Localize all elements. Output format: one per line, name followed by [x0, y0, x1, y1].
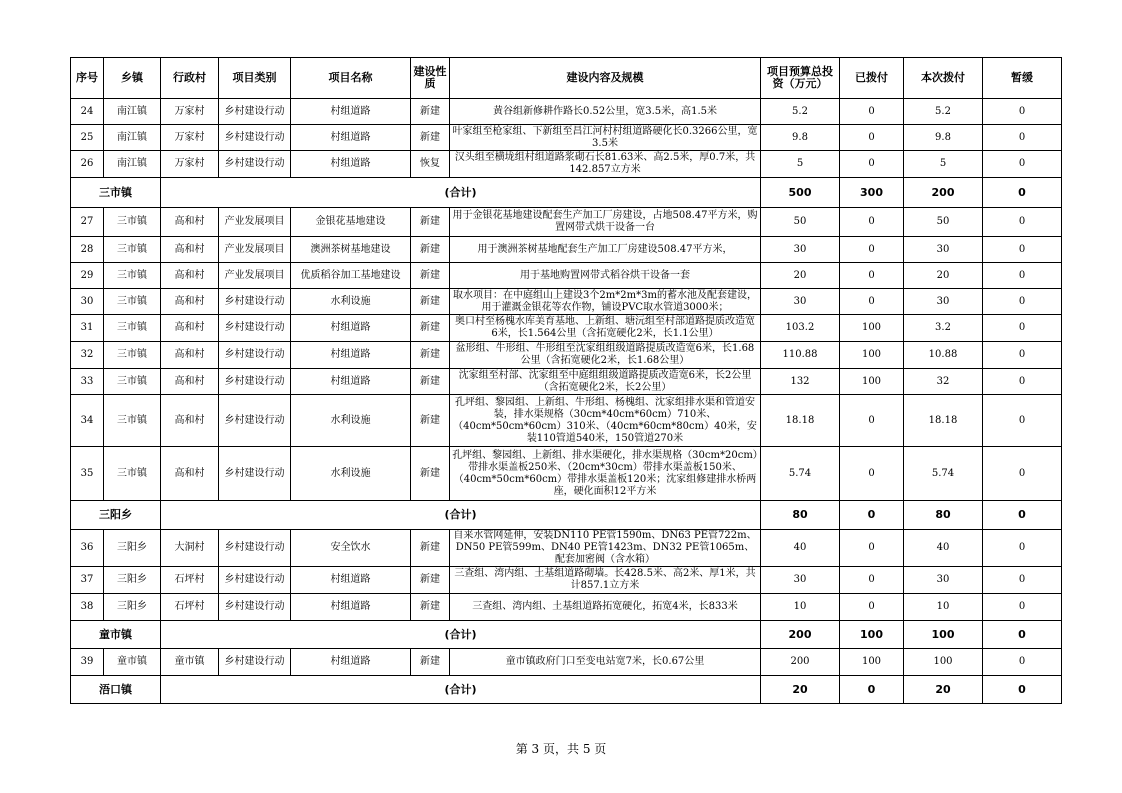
table-cell: 沈家组至村部、沈家组至中庭组组级道路提质改造宽6米，长2公里（含拓宽硬化2米，长2公里）: [450, 369, 761, 395]
table-cell: 南江镇: [104, 125, 161, 151]
subtotal-label: (合计): [161, 501, 761, 530]
table-body: [71, 99, 1062, 704]
header-row: [71, 58, 1062, 99]
table-cell: 0: [983, 594, 1062, 621]
table-row: [71, 125, 1062, 151]
table-cell: 新建: [411, 447, 450, 501]
table-cell: 0: [840, 208, 904, 237]
table-cell: 36: [71, 530, 104, 567]
table-cell: 三市镇: [104, 447, 161, 501]
table-cell: 31: [71, 315, 104, 342]
table-cell: 5.74: [904, 447, 983, 501]
subtotal-value: 20: [904, 676, 983, 704]
table-cell: 34: [71, 395, 104, 447]
subtotal-value: 100: [840, 621, 904, 649]
table-cell: 优质稻谷加工基地建设: [291, 263, 411, 289]
table-cell: 高和村: [161, 342, 219, 369]
table-cell: 村组道路: [291, 315, 411, 342]
table-cell: 新建: [411, 263, 450, 289]
header-cell: 项目名称: [291, 58, 411, 99]
table-row: [71, 342, 1062, 369]
table-cell: 0: [983, 99, 1062, 125]
table-cell: 乡村建设行动: [219, 99, 291, 125]
table-cell: 27: [71, 208, 104, 237]
table-cell: 新建: [411, 208, 450, 237]
table-cell: 万家村: [161, 125, 219, 151]
table-cell: 10: [761, 594, 840, 621]
table-cell: 新建: [411, 99, 450, 125]
table-cell: 新建: [411, 342, 450, 369]
table-cell: 乡村建设行动: [219, 315, 291, 342]
table-cell: 103.2: [761, 315, 840, 342]
table-cell: 三阳乡: [104, 594, 161, 621]
subtotal-value: 100: [904, 621, 983, 649]
table-cell: 南江镇: [104, 151, 161, 178]
table-cell: 0: [983, 649, 1062, 676]
table-cell: 0: [840, 395, 904, 447]
header-cell: 序号: [71, 58, 104, 99]
table-cell: 三阳乡: [104, 567, 161, 594]
table-row: [71, 315, 1062, 342]
table-cell: 0: [840, 447, 904, 501]
header-cell: 乡镇: [104, 58, 161, 99]
table-cell: 新建: [411, 594, 450, 621]
table-cell: 5.2: [904, 99, 983, 125]
table-cell: 产业发展项目: [219, 208, 291, 237]
table-cell: 25: [71, 125, 104, 151]
table-cell: 18.18: [761, 395, 840, 447]
header-cell: 建设性质: [411, 58, 450, 99]
table-cell: 0: [983, 395, 1062, 447]
table-cell: 新建: [411, 289, 450, 315]
table-cell: 三市镇: [104, 208, 161, 237]
header-cell: 本次拨付: [904, 58, 983, 99]
table-row: [71, 99, 1062, 125]
subtotal-value: 0: [983, 501, 1062, 530]
table-cell: 18.18: [904, 395, 983, 447]
subtotal-value: 200: [904, 178, 983, 208]
table-cell: 0: [983, 567, 1062, 594]
table-cell: 取水项目：在中庭组山上建设3个2m*2m*3m的蓄水池及配套建设，用于灌溉金银花等农作物，铺设PVC取水管道3000米；: [450, 289, 761, 315]
table-cell: 新建: [411, 395, 450, 447]
table-cell: 乡村建设行动: [219, 649, 291, 676]
table-cell: 高和村: [161, 237, 219, 263]
table-cell: 新建: [411, 237, 450, 263]
subtotal-label: (合计): [161, 676, 761, 704]
table-cell: 村组道路: [291, 649, 411, 676]
table-cell: 0: [840, 289, 904, 315]
table-cell: 0: [983, 237, 1062, 263]
town-name: 童市镇: [71, 621, 161, 649]
table-row: [71, 395, 1062, 447]
table-cell: 0: [983, 125, 1062, 151]
table-cell: 高和村: [161, 289, 219, 315]
table-cell: 100: [840, 315, 904, 342]
table-cell: 24: [71, 99, 104, 125]
table-cell: 孔坪组、黎园组、上新组、排水渠硬化，排水渠规格（30cm*20cm）带排水渠盖板250米、（20cm*30cm）带排水渠盖板150米、（40cm*50cm*60cm）带排水渠盖板120米；沈家组修建排水桥两座，硬化面积12平方米: [450, 447, 761, 501]
subtotal-value: 200: [761, 621, 840, 649]
table-cell: 南江镇: [104, 99, 161, 125]
table-row: [71, 594, 1062, 621]
table-cell: 0: [983, 447, 1062, 501]
header-cell: 暂缓: [983, 58, 1062, 99]
table-cell: 用于金银花基地建设配套生产加工厂房建设，占地508.47平方米，购置网带式烘干设备一台: [450, 208, 761, 237]
table-cell: 0: [840, 263, 904, 289]
table-row: [71, 369, 1062, 395]
table-cell: 水利设施: [291, 289, 411, 315]
table-cell: 26: [71, 151, 104, 178]
table-cell: 110.88: [761, 342, 840, 369]
table-cell: 0: [840, 125, 904, 151]
table-cell: 50: [761, 208, 840, 237]
table-cell: 三市镇: [104, 342, 161, 369]
table-cell: 乡村建设行动: [219, 125, 291, 151]
table-cell: 0: [840, 99, 904, 125]
table-cell: 村组道路: [291, 125, 411, 151]
table-cell: 新建: [411, 315, 450, 342]
header-cell: 项目预算总投资（万元）: [761, 58, 840, 99]
table-cell: 乡村建设行动: [219, 567, 291, 594]
table-row: [71, 530, 1062, 567]
table-cell: 0: [983, 263, 1062, 289]
subtotal-value: 80: [904, 501, 983, 530]
table-cell: 0: [840, 567, 904, 594]
table-cell: 30: [904, 567, 983, 594]
table-cell: 高和村: [161, 395, 219, 447]
table-cell: 水利设施: [291, 395, 411, 447]
table-cell: 5.2: [761, 99, 840, 125]
table-cell: 29: [71, 263, 104, 289]
table-cell: 50: [904, 208, 983, 237]
table-cell: 三市镇: [104, 237, 161, 263]
table-cell: 5: [904, 151, 983, 178]
table-cell: 三市镇: [104, 315, 161, 342]
table-row: [71, 289, 1062, 315]
table-cell: 200: [761, 649, 840, 676]
table-cell: 0: [840, 237, 904, 263]
table-cell: 大洞村: [161, 530, 219, 567]
table-cell: 盆形组、牛形组、牛形组至沈家组组级道路提质改造宽6米，长1.68公里（含拓宽硬化2米，长1.68公里）: [450, 342, 761, 369]
table-cell: 32: [904, 369, 983, 395]
table-cell: 35: [71, 447, 104, 501]
table-cell: 0: [840, 594, 904, 621]
table-cell: 乡村建设行动: [219, 447, 291, 501]
table-cell: 三查组、湾内组、土基组道路拓宽硬化，拓宽4米，长833米: [450, 594, 761, 621]
table-cell: 黄谷组新修耕作路长0.52公里，宽3.5米，高1.5米: [450, 99, 761, 125]
table-cell: 新建: [411, 649, 450, 676]
table-cell: 三市镇: [104, 263, 161, 289]
table-cell: 孔坪组、黎园组、上新组、牛形组、杨槐组、沈家组排水渠和管道安装，排水渠规格（30cm*40cm*60cm）710米、（40cm*50cm*60cm）310米、（40cm*60cm*80cm）40米，安装110管道540米，150管道270米: [450, 395, 761, 447]
table-cell: 村组道路: [291, 567, 411, 594]
table-row: [71, 447, 1062, 501]
subtotal-label: (合计): [161, 178, 761, 208]
table-cell: 村组道路: [291, 594, 411, 621]
table-cell: 0: [983, 208, 1062, 237]
town-name: 浯口镇: [71, 676, 161, 704]
table-cell: 乡村建设行动: [219, 151, 291, 178]
subtotal-value: 0: [840, 676, 904, 704]
subtotal-row: [71, 676, 1062, 704]
table-cell: 新建: [411, 530, 450, 567]
subtotal-value: 0: [983, 676, 1062, 704]
table-cell: 0: [840, 530, 904, 567]
header-cell: 项目类别: [219, 58, 291, 99]
table-cell: 38: [71, 594, 104, 621]
table-cell: 石坪村: [161, 594, 219, 621]
table-cell: 37: [71, 567, 104, 594]
table-row: [71, 649, 1062, 676]
table-cell: 村组道路: [291, 342, 411, 369]
town-name: 三市镇: [71, 178, 161, 208]
subtotal-value: 500: [761, 178, 840, 208]
subtotal-row: [71, 178, 1062, 208]
table-cell: 村组道路: [291, 151, 411, 178]
table-cell: 乡村建设行动: [219, 594, 291, 621]
table-cell: 0: [983, 342, 1062, 369]
table-cell: 20: [761, 263, 840, 289]
table-cell: 高和村: [161, 208, 219, 237]
table-cell: 0: [983, 315, 1062, 342]
table-cell: 高和村: [161, 447, 219, 501]
table-cell: 0: [840, 151, 904, 178]
subtotal-row: [71, 501, 1062, 530]
table-cell: 100: [840, 649, 904, 676]
table-cell: 三查组、湾内组、土基组道路砌墙。长428.5米、高2米、厚1米，共计857.1立方米: [450, 567, 761, 594]
subtotal-label: (合计): [161, 621, 761, 649]
table-cell: 0: [983, 289, 1062, 315]
table-cell: 石坪村: [161, 567, 219, 594]
table-row: [71, 237, 1062, 263]
subtotal-value: 0: [840, 501, 904, 530]
table-cell: 童市镇: [161, 649, 219, 676]
table-cell: 童市镇政府门口至变电站宽7米，长0.67公里: [450, 649, 761, 676]
subtotal-value: 20: [761, 676, 840, 704]
table-cell: 乡村建设行动: [219, 369, 291, 395]
table-cell: 乡村建设行动: [219, 289, 291, 315]
table-cell: 10.88: [904, 342, 983, 369]
table-cell: 40: [761, 530, 840, 567]
subtotal-row: [71, 621, 1062, 649]
header-cell: 已拨付: [840, 58, 904, 99]
table-row: [71, 151, 1062, 178]
table-cell: 高和村: [161, 263, 219, 289]
table-cell: 0: [983, 369, 1062, 395]
subtotal-value: 80: [761, 501, 840, 530]
table-cell: 9.8: [761, 125, 840, 151]
table-cell: 用于澳洲茶树基地配套生产加工厂房建设508.47平方米，: [450, 237, 761, 263]
table-cell: 9.8: [904, 125, 983, 151]
table-cell: 奥口村至杨槐水库美育基地、上新组、塘沅组至村部道路提质改造宽6米，长1.564公里（含拓宽硬化2米，长1.1公里）: [450, 315, 761, 342]
table-cell: 村组道路: [291, 369, 411, 395]
table-cell: 用于基地购置网带式稻谷烘干设备一套: [450, 263, 761, 289]
subtotal-value: 0: [983, 178, 1062, 208]
table-cell: 0: [983, 530, 1062, 567]
subtotal-value: 0: [983, 621, 1062, 649]
table-cell: 20: [904, 263, 983, 289]
table-cell: 万家村: [161, 151, 219, 178]
table-cell: 高和村: [161, 315, 219, 342]
table-cell: 30: [761, 289, 840, 315]
table-cell: 水利设施: [291, 447, 411, 501]
table-cell: 金银花基地建设: [291, 208, 411, 237]
table-row: [71, 263, 1062, 289]
table-cell: 0: [983, 151, 1062, 178]
table-cell: 乡村建设行动: [219, 395, 291, 447]
table-cell: 5: [761, 151, 840, 178]
table-row: [71, 567, 1062, 594]
table-cell: 产业发展项目: [219, 237, 291, 263]
project-table: [70, 57, 1062, 704]
table-cell: 5.74: [761, 447, 840, 501]
table-cell: 乡村建设行动: [219, 342, 291, 369]
table-cell: 三市镇: [104, 369, 161, 395]
table-cell: 汉头组至横垅组村组道路浆砌石长81.63米、高2.5米，厚0.7米，共142.857立方米: [450, 151, 761, 178]
table-cell: 33: [71, 369, 104, 395]
table-row: [71, 208, 1062, 237]
header-cell: 行政村: [161, 58, 219, 99]
table-cell: 安全饮水: [291, 530, 411, 567]
table-cell: 30: [761, 237, 840, 263]
table-cell: 30: [904, 289, 983, 315]
table-cell: 澳洲茶树基地建设: [291, 237, 411, 263]
table-cell: 10: [904, 594, 983, 621]
table-cell: 100: [840, 342, 904, 369]
table-cell: 32: [71, 342, 104, 369]
table-cell: 三市镇: [104, 289, 161, 315]
table-cell: 乡村建设行动: [219, 530, 291, 567]
table-cell: 自来水管网延伸，安装DN110 PE管1590m、DN63 PE管722m、DN50 PE管599m、DN40 PE管1423m、DN32 PE管1065m、配套加密阀（含水箱）: [450, 530, 761, 567]
table-cell: 30: [904, 237, 983, 263]
table-cell: 40: [904, 530, 983, 567]
table-cell: 100: [840, 369, 904, 395]
table-cell: 三市镇: [104, 395, 161, 447]
table-cell: 叶家组至枪家组、下新组至昌江河村村组道路硬化长0.3266公里，宽3.5米: [450, 125, 761, 151]
subtotal-value: 300: [840, 178, 904, 208]
table-cell: 村组道路: [291, 99, 411, 125]
table-cell: 产业发展项目: [219, 263, 291, 289]
table-cell: 高和村: [161, 369, 219, 395]
table-cell: 30: [71, 289, 104, 315]
town-name: 三阳乡: [71, 501, 161, 530]
table-cell: 100: [904, 649, 983, 676]
table-cell: 新建: [411, 125, 450, 151]
table-cell: 30: [761, 567, 840, 594]
table-cell: 132: [761, 369, 840, 395]
table-cell: 新建: [411, 567, 450, 594]
header-cell: 建设内容及规模: [450, 58, 761, 99]
table-cell: 3.2: [904, 315, 983, 342]
table-cell: 恢复: [411, 151, 450, 178]
table-cell: 28: [71, 237, 104, 263]
page-footer: 第 3 页，共 5 页: [515, 742, 607, 756]
table-cell: 三阳乡: [104, 530, 161, 567]
table-cell: 童市镇: [104, 649, 161, 676]
table-cell: 万家村: [161, 99, 219, 125]
table-cell: 39: [71, 649, 104, 676]
table-cell: 新建: [411, 369, 450, 395]
